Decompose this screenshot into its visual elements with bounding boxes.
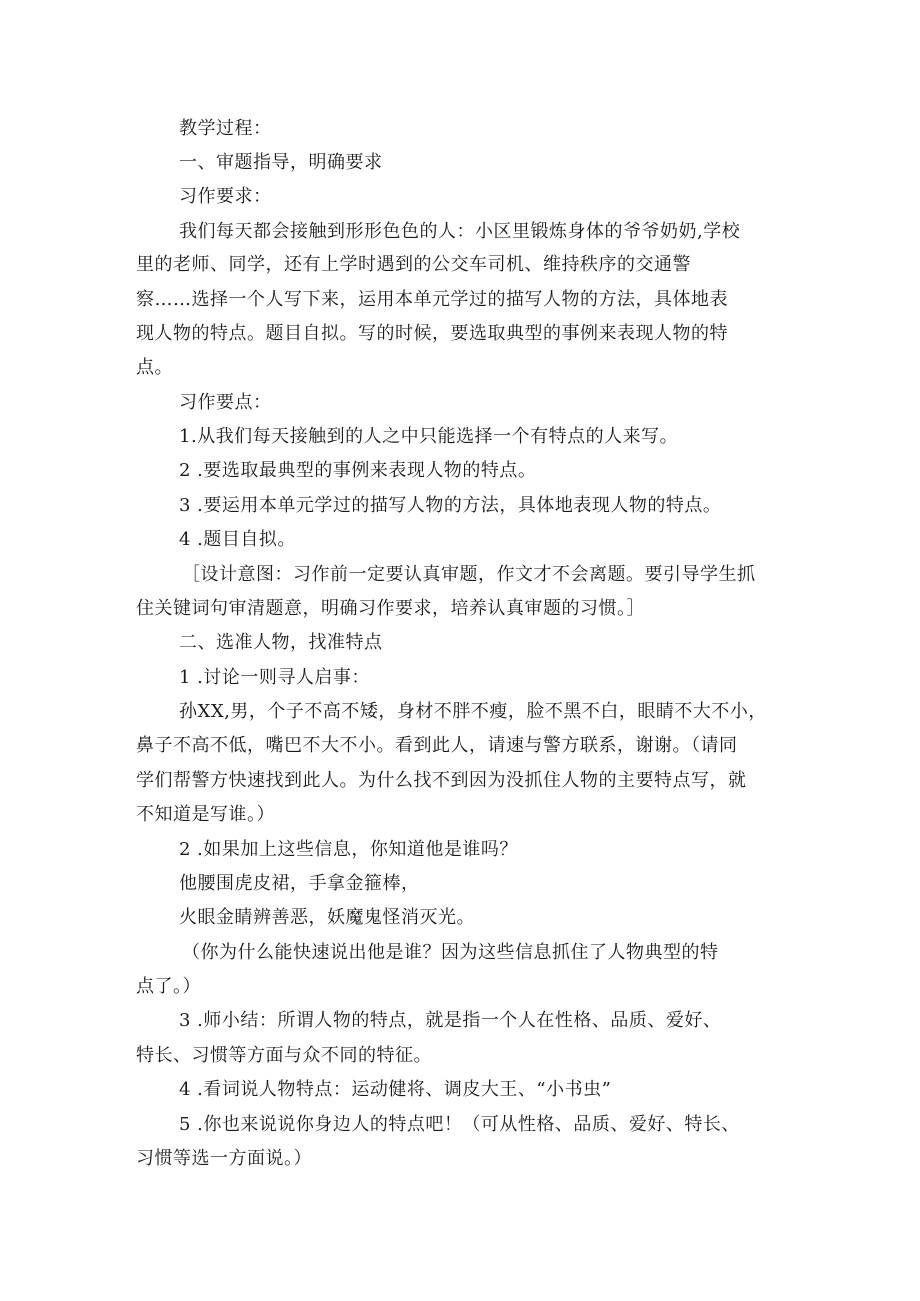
heading-teaching-process: 教学过程： — [179, 118, 272, 139]
verse-line: 火眼金睛辨善恶，妖魔鬼怪消灭光。 — [179, 907, 475, 928]
paragraph-line: （你为什么能快速说出他是谁？因为这些信息抓住了人物典型的特 — [182, 942, 719, 963]
subheading-requirements: 习作要求： — [179, 186, 272, 207]
list-item: 1 .讨论一则寻人启事： — [179, 667, 370, 688]
paragraph-line: 察……选择一个人写下来，运用本单元学过的描写人物的方法，具体地表 — [136, 289, 728, 310]
list-item: 2 .如果加上这些信息，你知道他是谁吗？ — [179, 839, 518, 860]
paragraph-line: 我们每天都会接触到形形色色的人：小区里锻炼身体的爷爷奶奶,学校 — [179, 221, 741, 242]
verse-line: 他腰围虎皮裙，手拿金箍棒， — [179, 873, 420, 894]
list-item: 3 .要运用本单元学过的描写人物的方法，具体地表现人物的特点。 — [179, 495, 722, 516]
section-heading-1: 一、审题指导，明确要求 — [179, 152, 383, 173]
design-intent-note: 住关键词句审清题意，明确习作要求，培养认真审题的习惯。］ — [136, 598, 645, 619]
list-item: 5 .你也来说说你身边人的特点吧！（可从性格、品质、爱好、特长、 — [179, 1114, 740, 1135]
paragraph-line: 孙XX,男，个子不高不矮，身材不胖不瘦，脸不黑不白，眼睛不大不小， — [179, 701, 767, 722]
list-item: 4 .看词说人物特点：运动健将、调皮大王、“小书虫” — [179, 1079, 612, 1100]
design-intent-note: ［设计意图：习作前一定要认真审题，作文才不会离题。要引导学生抓 — [182, 564, 756, 585]
paragraph-line: 不知道是写谁。） — [136, 804, 275, 825]
list-item: 2 .要选取最典型的事例来表现人物的特点。 — [179, 460, 537, 481]
paragraph-line: 点了。） — [136, 976, 201, 997]
list-item: 4 .题目自拟。 — [179, 529, 296, 550]
paragraph-line: 鼻子不高不低，嘴巴不大不小。看到此人，请速与警方联系，谢谢。（请同 — [136, 735, 738, 756]
list-item: 1.从我们每天接触到的人之中只能选择一个有特点的人来写。 — [179, 426, 679, 447]
paragraph-line: 学们帮警方快速找到此人。为什么找不到因为没抓住人物的主要特点写，就 — [136, 770, 747, 791]
section-heading-2: 二、选准人物，找准特点 — [179, 632, 383, 653]
paragraph-line: 点。 — [136, 357, 173, 378]
subheading-key-points: 习作要点： — [179, 392, 272, 413]
paragraph-line: 特长、习惯等方面与众不同的特征。 — [136, 1045, 432, 1066]
list-item: 3 .师小结：所谓人物的特点，就是指一个人在性格、品质、爱好、 — [179, 1010, 722, 1031]
paragraph-line: 习惯等选一方面说。） — [136, 1148, 312, 1169]
paragraph-line: 里的老师、同学，还有上学时遇到的公交车司机、维持秩序的交通警 — [136, 254, 691, 275]
paragraph-line: 现人物的特点。题目自拟。写的时候，要选取典型的事例来表现人物的特 — [136, 323, 728, 344]
